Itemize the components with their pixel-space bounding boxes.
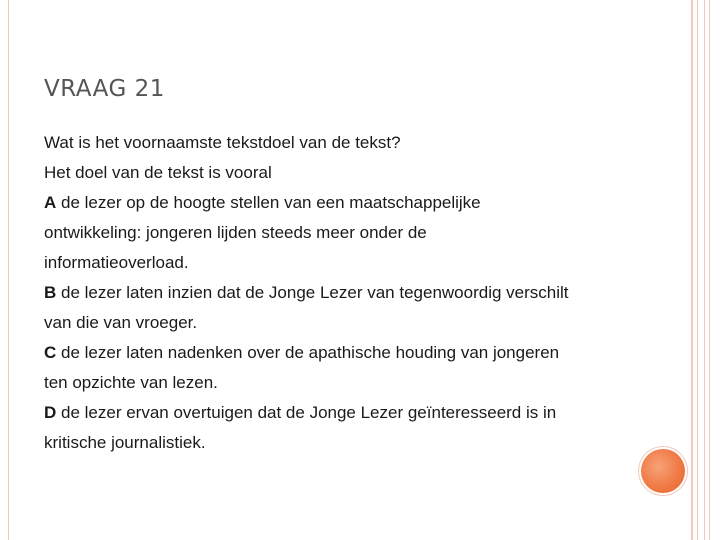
option-a-line-3: informatieoverload. [44,253,189,272]
option-d-letter: D [44,403,57,422]
question-stem: Het doel van de tekst is vooral [44,163,272,182]
option-a-letter: A [44,193,57,212]
option-a [44,188,644,278]
slide-body [44,128,644,458]
side-decoration-band-inner [697,0,705,540]
slide-title: VRAAG 21 [44,76,165,102]
option-c-line-2: ten opzichte van lezen. [44,373,218,392]
orange-circle-decoration [641,449,685,493]
option-c-line-1: de lezer laten nadenken over de apathische houding van jongeren [61,343,560,362]
question-text: Wat is het voornaamste tekstdoel van de tekst? [44,133,401,152]
option-b-line-1: de lezer laten inzien dat de Jonge Lezer van tegenwoordig verschilt [61,283,569,302]
option-d [44,398,644,458]
option-b-letter: B [44,283,57,302]
option-a-line-2: ontwikkeling: jongeren lijden steeds meer onder de [44,223,427,242]
option-a-line-1: de lezer op de hoogte stellen van een maatschappelijke [61,193,481,212]
option-d-line-2: kritische journalistiek. [44,433,206,452]
option-d-line-1: de lezer ervan overtuigen dat de Jonge Lezer geïnteresseerd is in [61,403,557,422]
option-b-line-2: van die van vroeger. [44,313,198,332]
option-c-letter: C [44,343,57,362]
option-c [44,338,644,398]
option-b [44,278,644,338]
